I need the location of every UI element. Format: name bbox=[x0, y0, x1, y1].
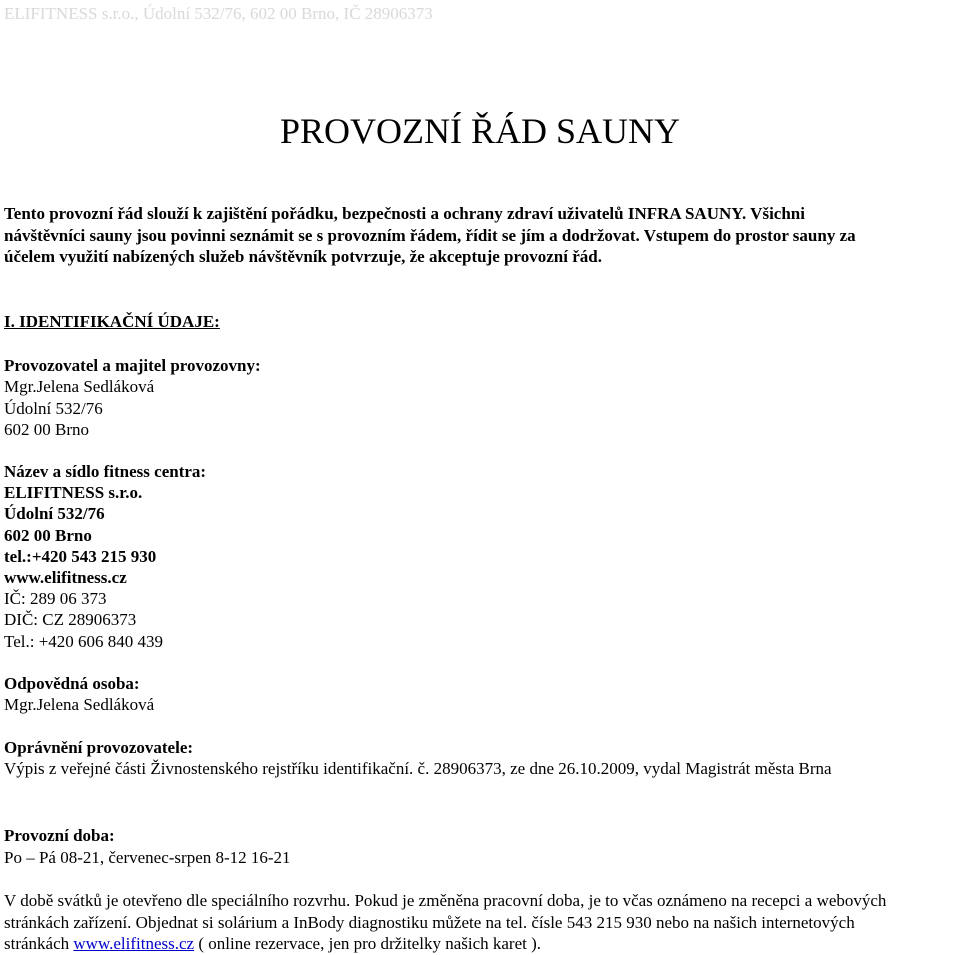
authorization-label: Oprávnění provozovatele: bbox=[4, 738, 194, 757]
operator-name: Mgr.Jelena Sedláková bbox=[4, 377, 155, 396]
fitness-name: ELIFITNESS s.r.o. bbox=[4, 483, 143, 502]
closing-text: ( online rezervace, jen pro držitelky našich karet ). bbox=[194, 934, 542, 953]
responsible-label: Odpovědná osoba: bbox=[4, 674, 140, 693]
fitness-label: Název a sídlo fitness centra: bbox=[4, 462, 207, 481]
hours-label: Provozní doba: bbox=[4, 826, 115, 845]
operator-label: Provozovatel a majitel provozovny: bbox=[4, 356, 261, 375]
authorization-text: Výpis z veřejné části Živnostenského rejstříku identifikační. č. 28906373, ze dne 26.10.2009, vydal Magistrát města Brna bbox=[4, 759, 832, 778]
closing-paragraph bbox=[4, 890, 886, 955]
page-header: ELIFITNESS s.r.o., Údolní 532/76, 602 00 Brno, IČ 28906373 bbox=[4, 4, 433, 23]
intro-line: účelem využití nabízených služeb návštěvník potvrzuje, že akceptuje provozní řád. bbox=[4, 247, 602, 266]
fitness-phone: tel.:+420 543 215 930 bbox=[4, 547, 157, 566]
fitness-city: 602 00 Brno bbox=[4, 526, 92, 545]
intro-line: návštěvníci sauny jsou povinni seznámit se s provozním řádem, řídit se jím a dodržovat. Vstupem do prostor sauny za bbox=[4, 225, 856, 245]
responsible-name: Mgr.Jelena Sedláková bbox=[4, 695, 155, 714]
operator-city: 602 00 Brno bbox=[4, 420, 89, 439]
fitness-street: Údolní 532/76 bbox=[4, 504, 105, 523]
hours-text: Po – Pá 08-21, červenec-srpen 8-12 16-21 bbox=[4, 848, 291, 867]
fitness-dic: DIČ: CZ 28906373 bbox=[4, 610, 137, 629]
closing-line: V době svátků je otevřeno dle speciálního rozvrhu. Pokud je změněna pracovní doba, je to včas oznámeno na recepci a webových bbox=[4, 891, 887, 910]
closing-text: stránkách bbox=[4, 934, 74, 953]
fitness-phone-2: Tel.: +420 606 840 439 bbox=[4, 632, 164, 651]
closing-line: stránkách zařízení. Objednat si solárium a InBody diagnostiku můžete na tel. čísle 543 215 930 nebo na našich internetových bbox=[4, 912, 855, 932]
fitness-ic: IČ: 289 06 373 bbox=[4, 589, 107, 608]
fitness-web: www.elifitness.cz bbox=[4, 568, 127, 587]
section-heading: I. IDENTIFIKAČNÍ ÚDAJE: bbox=[4, 312, 220, 331]
operator-street: Údolní 532/76 bbox=[4, 399, 103, 418]
closing-line bbox=[4, 933, 886, 955]
website-link[interactable]: www.elifitness.cz bbox=[73, 934, 195, 953]
intro-line: Tento provozní řád slouží k zajištění pořádku, bezpečnosti a ochrany zdraví uživatelů INFRA SAUNY. Všichni bbox=[4, 204, 805, 223]
intro-paragraph bbox=[4, 203, 856, 268]
page-title: PROVOZNÍ ŘÁD SAUNY bbox=[279, 111, 681, 151]
